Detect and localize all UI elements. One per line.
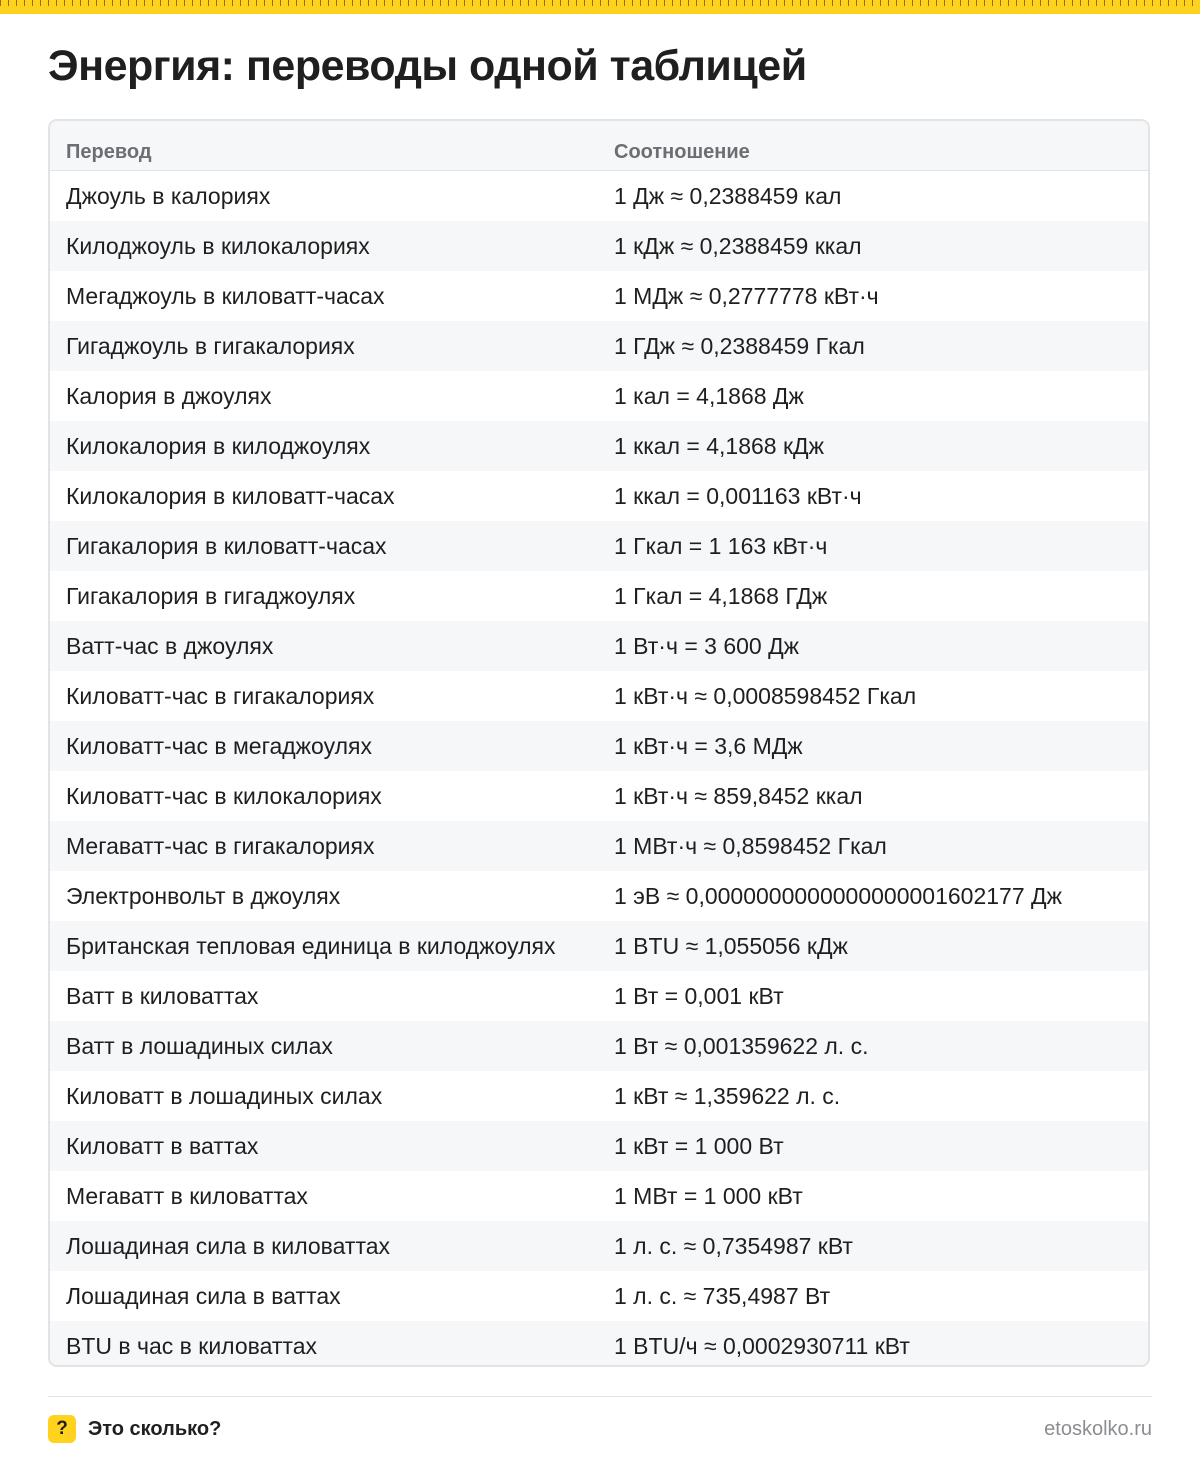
conversion-cell: Ватт в киловаттах xyxy=(66,982,259,1009)
table-row xyxy=(50,1021,1148,1071)
ratio-cell: 1 кВт ≈ 1,359622 л. с. xyxy=(614,1082,841,1109)
table-row xyxy=(50,321,1148,371)
table-body xyxy=(50,171,1148,1367)
conversion-cell: Киловатт-час в гигакалориях xyxy=(66,682,375,709)
conversion-cell: Британская тепловая единица в килоджоулях xyxy=(66,932,556,959)
conversion-cell: Килокалория в килоджоулях xyxy=(66,432,371,459)
table-row xyxy=(50,671,1148,721)
ratio-cell: 1 Вт·ч = 3 600 Дж xyxy=(614,632,800,659)
conversion-cell: Калория в джоулях xyxy=(66,382,272,409)
ratio-cell: 1 ГДж ≈ 0,2388459 Гкал xyxy=(614,332,865,359)
conversion-cell: Гигакалория в киловатт-часах xyxy=(66,532,387,559)
table-row xyxy=(50,1171,1148,1221)
conversion-cell: Гигаджоуль в гигакалориях xyxy=(66,332,355,359)
table-row xyxy=(50,271,1148,321)
conversion-cell: Ватт-час в джоулях xyxy=(66,632,274,659)
table-row xyxy=(50,1321,1148,1367)
ratio-cell: 1 л. с. ≈ 735,4987 Вт xyxy=(614,1282,831,1309)
conversion-cell: Киловатт-час в килокалориях xyxy=(66,782,382,809)
ratio-cell: 1 Гкал = 4,1868 ГДж xyxy=(614,582,828,609)
conversion-cell: Ватт в лошадиных силах xyxy=(66,1032,333,1059)
conversion-cell: Килокалория в киловатт-часах xyxy=(66,482,395,509)
header-ratio: Соотношение xyxy=(614,141,750,163)
conversion-cell: Лошадиная сила в ваттах xyxy=(66,1282,341,1309)
table-row xyxy=(50,871,1148,921)
table-row xyxy=(50,171,1148,221)
table-row xyxy=(50,521,1148,571)
ratio-cell: 1 МДж ≈ 0,2777778 кВт·ч xyxy=(614,282,879,309)
table-row xyxy=(50,721,1148,771)
ratio-cell: 1 кВт·ч ≈ 0,0008598452 Гкал xyxy=(614,682,917,709)
conversion-table xyxy=(48,119,1150,1367)
table-row xyxy=(50,571,1148,621)
ratio-cell: 1 кВт = 1 000 Вт xyxy=(614,1132,784,1159)
ratio-cell: 1 кВт·ч = 3,6 МДж xyxy=(614,732,803,759)
table-row xyxy=(50,421,1148,471)
page-title: Энергия: переводы одной таблицей xyxy=(48,42,807,90)
brand-name: Это сколько? xyxy=(88,1418,222,1440)
conversion-cell: Джоуль в калориях xyxy=(66,182,271,209)
ratio-cell: 1 Вт = 0,001 кВт xyxy=(614,982,784,1009)
table-row xyxy=(50,221,1148,271)
table-row xyxy=(50,1071,1148,1121)
conversion-cell: Мегаджоуль в киловатт-часах xyxy=(66,282,385,309)
ratio-cell: 1 кДж ≈ 0,2388459 ккал xyxy=(614,232,862,259)
ratio-cell: 1 BTU ≈ 1,055056 кДж xyxy=(614,932,848,959)
site-url: etoskolko.ru xyxy=(1044,1418,1152,1440)
ratio-cell: 1 л. с. ≈ 0,7354987 кВт xyxy=(614,1232,853,1259)
ratio-cell: 1 кал = 4,1868 Дж xyxy=(614,382,804,409)
ratio-cell: 1 МВт = 1 000 кВт xyxy=(614,1182,803,1209)
table-row xyxy=(50,1271,1148,1321)
ratio-cell: 1 ккал = 4,1868 кДж xyxy=(614,432,824,459)
table-row xyxy=(50,371,1148,421)
conversion-cell: Мегаватт-час в гигакалориях xyxy=(66,832,375,859)
table-row xyxy=(50,621,1148,671)
ratio-cell: 1 BTU/ч ≈ 0,0002930711 кВт xyxy=(614,1332,910,1359)
ratio-cell: 1 Дж ≈ 0,2388459 кал xyxy=(614,182,842,209)
conversion-cell: Киловатт в лошадиных силах xyxy=(66,1082,383,1109)
table-row xyxy=(50,821,1148,871)
conversion-cell: BTU в час в киловаттах xyxy=(66,1332,318,1359)
conversion-cell: Электронвольт в джоулях xyxy=(66,882,341,909)
ratio-cell: 1 ккал = 0,001163 кВт·ч xyxy=(614,482,862,509)
conversion-cell: Мегаватт в киловаттах xyxy=(66,1182,308,1209)
conversion-cell: Киловатт-час в мегаджоулях xyxy=(66,732,372,759)
ratio-cell: 1 МВт·ч ≈ 0,8598452 Гкал xyxy=(614,832,887,859)
ratio-cell: 1 эВ ≈ 0,0000000000000000001602177 Дж xyxy=(614,882,1062,909)
footer-divider xyxy=(48,1396,1152,1397)
table-row xyxy=(50,971,1148,1021)
table-row xyxy=(50,1221,1148,1271)
table-row xyxy=(50,921,1148,971)
conversion-cell: Килоджоуль в килокалориях xyxy=(66,232,370,259)
table-row xyxy=(50,1121,1148,1171)
ratio-cell: 1 Вт ≈ 0,001359622 л. с. xyxy=(614,1032,869,1059)
conversion-cell: Киловатт в ваттах xyxy=(66,1132,259,1159)
ratio-cell: 1 кВт·ч ≈ 859,8452 ккал xyxy=(614,782,863,809)
ratio-cell: 1 Гкал = 1 163 кВт·ч xyxy=(614,532,828,559)
conversion-cell: Лошадиная сила в киловаттах xyxy=(66,1232,391,1259)
header-conversion: Перевод xyxy=(66,141,152,163)
table-row xyxy=(50,471,1148,521)
table-header xyxy=(50,121,1148,171)
top-ruler-stripe xyxy=(0,0,1200,14)
conversion-cell: Гигакалория в гигаджоулях xyxy=(66,582,356,609)
table-row xyxy=(50,771,1148,821)
question-mark-icon: ? xyxy=(48,1415,76,1443)
